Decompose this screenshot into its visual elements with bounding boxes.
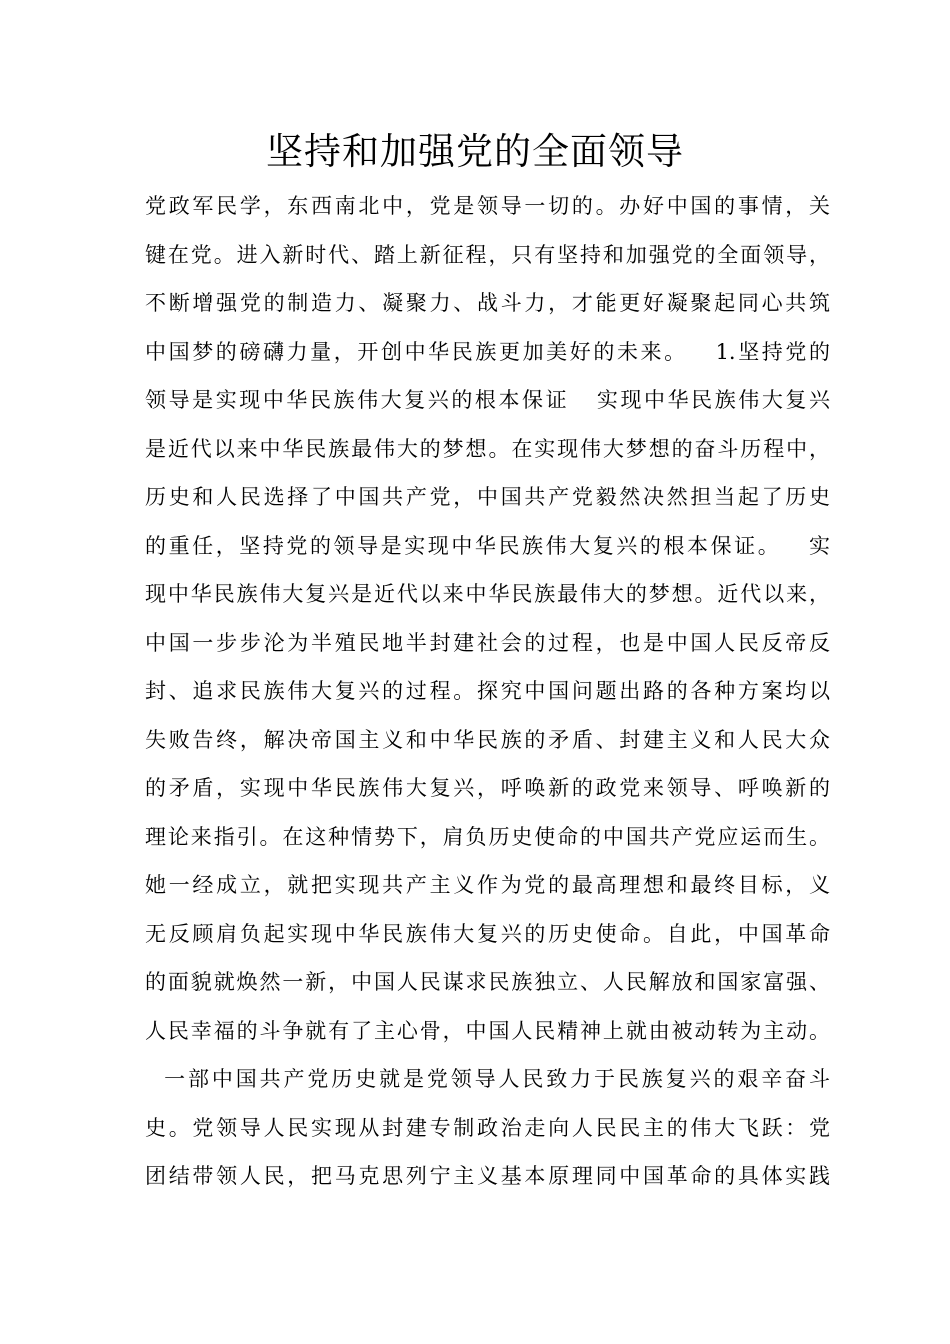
document-body [145, 182, 830, 1201]
body-line: 历史和人民选择了中国共产党，中国共产党毅然决然担当起了历史 [145, 485, 830, 509]
body-line: 的矛盾，实现中华民族伟大复兴，呼唤新的政党来领导、呼唤新的 [145, 776, 830, 800]
body-line: 不断增强党的制造力、凝聚力、战斗力，才能更好凝聚起同心共筑 [145, 291, 830, 315]
document-title: 坚持和加强党的全面领导 [266, 130, 684, 173]
body-line: 一部中国共产党历史就是党领导人民致力于民族复兴的艰辛奋斗 [145, 1067, 830, 1091]
body-line: 是近代以来中华民族最伟大的梦想。在实现伟大梦想的奋斗历程中， [145, 436, 830, 461]
body-line: 中国一步步沦为半殖民地半封建社会的过程，也是中国人民反帝反 [145, 630, 830, 655]
body-line: 中国梦的磅礴力量，开创中华民族更加美好的未来。 1.坚持党的 [145, 339, 830, 364]
body-line: 现中华民族伟大复兴是近代以来中华民族最伟大的梦想。近代以来， [145, 582, 830, 606]
body-line: 史。党领导人民实现从封建专制政治走向人民民主的伟大飞跃：党 [145, 1115, 830, 1140]
body-line: 她一经成立，就把实现共产主义作为党的最高理想和最终目标，义 [145, 873, 830, 897]
body-line: 的面貌就焕然一新，中国人民谋求民族独立、人民解放和国家富强、 [145, 970, 830, 994]
body-line: 无反顾肩负起实现中华民族伟大复兴的历史使命。自此，中国革命 [145, 921, 830, 946]
body-line: 的重任，坚持党的领导是实现中华民族伟大复兴的根本保证。 实 [145, 533, 830, 558]
body-line: 党政军民学，东西南北中，党是领导一切的。办好中国的事情，关 [145, 194, 830, 218]
body-line: 人民幸福的斗争就有了主心骨，中国人民精神上就由被动转为主动。 [145, 1018, 830, 1043]
body-line: 键在党。进入新时代、踏上新征程，只有坚持和加强党的全面领导， [145, 242, 830, 267]
body-line: 团结带领人民，把马克思列宁主义基本原理同中国革命的具体实践 [145, 1164, 830, 1188]
body-line: 失败告终，解决帝国主义和中华民族的矛盾、封建主义和人民大众 [145, 727, 830, 752]
body-line: 封、追求民族伟大复兴的过程。探究中国问题出路的各种方案均以 [145, 679, 830, 703]
body-line: 理论来指引。在这种情势下，肩负历史使命的中国共产党应运而生。 [145, 824, 830, 849]
body-line: 领导是实现中华民族伟大复兴的根本保证 实现中华民族伟大复兴 [145, 388, 830, 412]
